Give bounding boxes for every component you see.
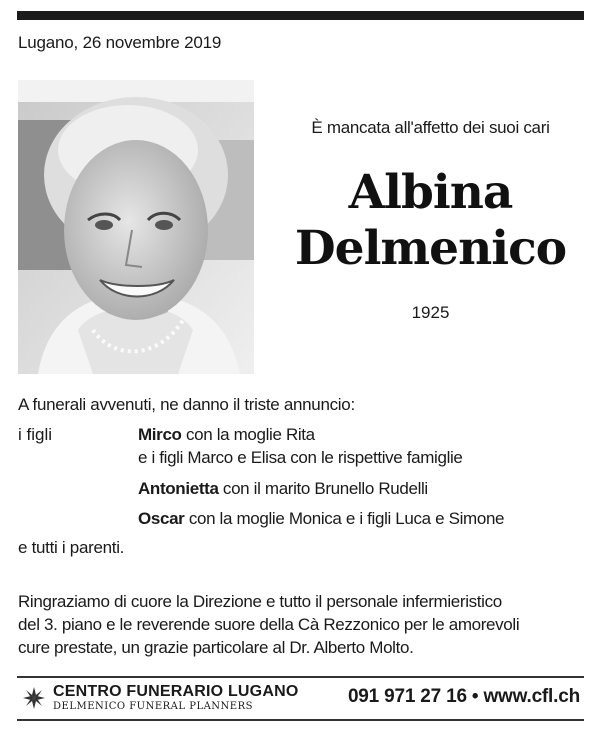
footer-bottom-rule: [17, 719, 584, 721]
place-date: Lugano, 26 novembre 2019: [18, 33, 222, 52]
relatives-label: i figli: [18, 425, 53, 444]
relative-detail: e i figli Marco e Elisa con le rispettive famiglie: [138, 448, 463, 467]
relative-detail: con la moglie Monica e i figli Luca e Simone: [184, 509, 505, 528]
funeral-home-contact: 091 971 27 16 • www.cfl.ch: [347, 686, 580, 707]
thanks-line: del 3. piano e le reverende suore della Cà Rezzonico per le amorevoli: [18, 615, 520, 634]
top-rule: [17, 11, 584, 20]
thanks-line: Ringraziamo di cuore la Direzione e tutto il personale infermieristico: [18, 592, 502, 611]
footer-top-rule: [17, 676, 584, 678]
relative-name: Oscar: [138, 509, 185, 528]
funeral-home-logo-icon: [22, 686, 46, 710]
relative-line: [138, 448, 463, 468]
thanks-line: cure prestate, un grazie particolare al Dr. Alberto Molto.: [18, 638, 414, 657]
relative-detail: con il marito Brunello Rudelli: [218, 479, 428, 498]
intro-text: È mancata all'affetto dei suoi cari: [311, 118, 550, 137]
announcement: A funerali avvenuti, ne danno il triste annuncio:: [18, 395, 355, 414]
birth-year: 1925: [411, 303, 450, 322]
footer: [17, 683, 584, 715]
relative-name: Antonietta: [138, 479, 219, 498]
portrait-photo: [18, 80, 254, 374]
deceased-name: [277, 165, 584, 277]
funeral-home-subtitle: DELMENICO FUNERAL PLANNERS: [53, 701, 253, 712]
other-relatives: e tutti i parenti.: [18, 538, 125, 557]
funeral-home-name: CENTRO FUNERARIO LUGANO: [53, 683, 299, 700]
relative-line: [138, 509, 504, 529]
relative-line: [138, 479, 428, 499]
portrait-illustration: [18, 80, 254, 374]
relative-name: Mirco: [138, 425, 182, 444]
first-name: Albina: [348, 165, 513, 220]
thanks-paragraph: [18, 590, 590, 659]
relative-line: [138, 425, 315, 445]
last-name: Delmenico: [294, 221, 567, 276]
relative-detail: con la moglie Rita: [181, 425, 315, 444]
